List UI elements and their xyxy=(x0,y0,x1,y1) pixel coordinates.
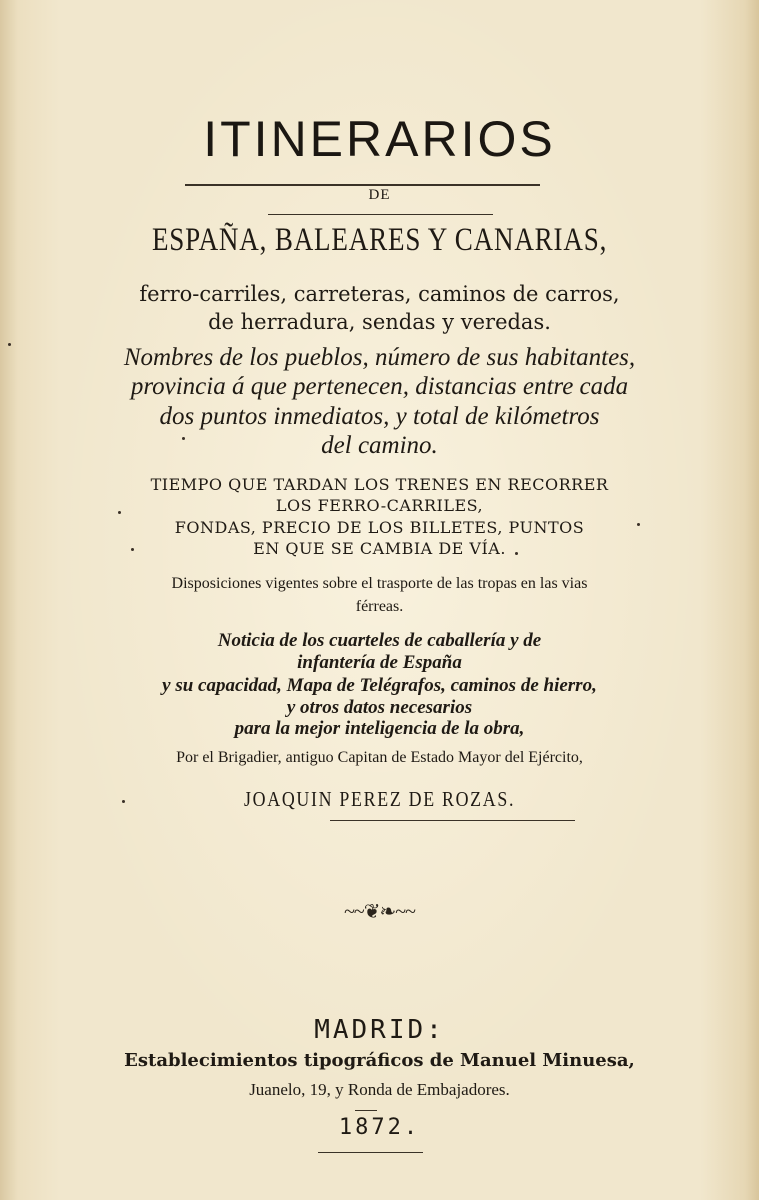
italic-line-4: del camino. xyxy=(321,432,438,459)
noticia-line-4: y otros datos necesarios xyxy=(286,697,473,718)
speck xyxy=(637,523,640,526)
speck xyxy=(8,343,11,346)
ornament-fleuron: ~~❦❧~~ xyxy=(344,901,415,923)
regions-heading: ESPAÑA, BALEARES Y CANARIAS, xyxy=(151,222,608,258)
caps-line-4: EN QUE SE CAMBIA DE VÍA. xyxy=(253,539,506,558)
connector-rule xyxy=(268,214,493,215)
title-rule xyxy=(185,184,540,186)
speck xyxy=(122,800,125,803)
speck xyxy=(131,548,134,551)
noticia-line-5: para la mejor inteligencia de la obra, xyxy=(234,718,525,739)
noticia-line-1: Noticia de los cuarteles de caballería y de xyxy=(217,630,542,651)
connector-word: DE xyxy=(368,187,391,203)
routes-line-2: de herradura, sendas y veredas. xyxy=(208,310,551,334)
byline: Por el Brigadier, antiguo Capitan de Estado Mayor del Ejército, xyxy=(176,749,583,766)
author-name: JOAQUIN PEREZ DE ROZAS. xyxy=(244,787,516,811)
author-rule xyxy=(330,820,575,821)
speck xyxy=(182,437,185,440)
caps-line-1: TIEMPO QUE TARDAN LOS TRENES EN RECORRER xyxy=(150,475,609,494)
italic-line-2: provincia á que pertenecen, distancias entre cada xyxy=(130,373,629,400)
imprint-city: MADRID: xyxy=(314,1015,445,1045)
caps-line-3: FONDAS, PRECIO DE LOS BILLETES, PUNTOS xyxy=(174,518,585,537)
imprint-year: 1872. xyxy=(338,1115,421,1140)
disposiciones-line-1: Disposiciones vigentes sobre el trasporte de las tropas en las vias xyxy=(171,575,588,592)
year-bottom-rule xyxy=(318,1152,423,1153)
imprint-address: Juanelo, 19, y Ronda de Embajadores. xyxy=(249,1080,510,1099)
routes-line-1: ferro-carriles, carreteras, caminos de carros, xyxy=(139,282,620,306)
noticia-line-2: infantería de España xyxy=(297,652,462,673)
speck xyxy=(118,511,121,514)
noticia-line-3: y su capacidad, Mapa de Telégrafos, caminos de hierro, xyxy=(162,675,597,696)
italic-line-1: Nombres de los pueblos, número de sus habitantes, xyxy=(123,344,636,371)
imprint-printer: Establecimientos tipográficos de Manuel Minuesa, xyxy=(124,1050,635,1071)
book-title: ITINERARIOS xyxy=(203,111,556,167)
year-top-rule xyxy=(355,1110,377,1111)
disposiciones-line-2: férreas. xyxy=(355,598,404,615)
caps-line-2: LOS FERRO-CARRILES, xyxy=(275,496,484,515)
speck xyxy=(515,552,518,555)
italic-line-3: dos puntos inmediatos, y total de kilómetros xyxy=(159,403,600,430)
